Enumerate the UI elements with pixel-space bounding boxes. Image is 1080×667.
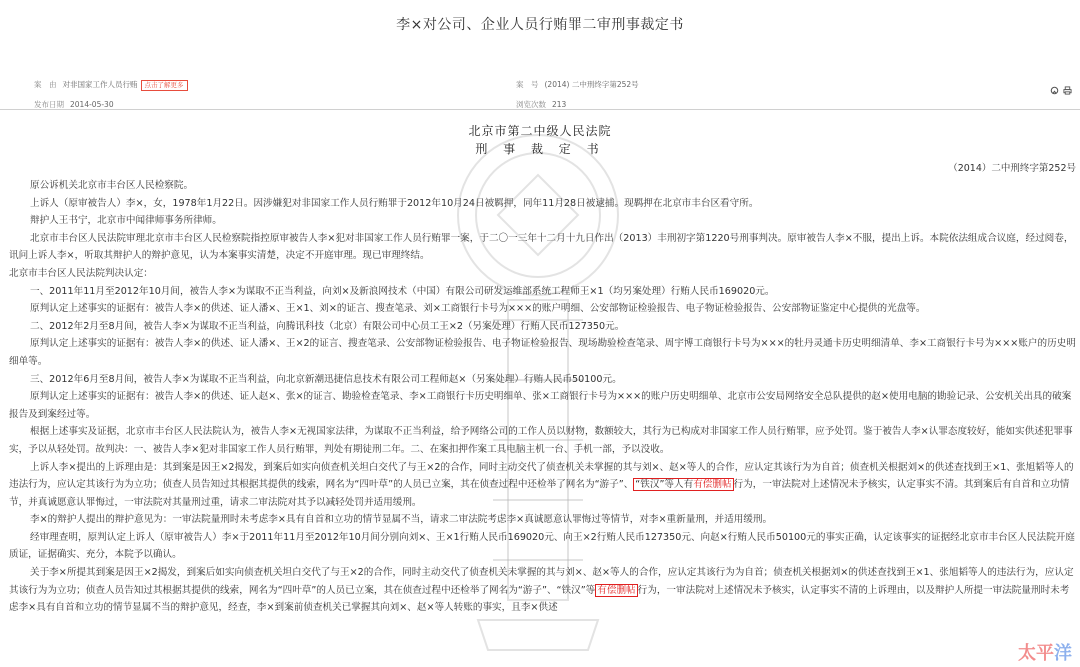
paragraph-text: 关于李×所提其到案是因王×2揭发，到案后如实向侦查机关坦白交代了与王×2的合作，同时主动交代了侦查机关未掌握的其与刘×、赵×等人的合作，应认定其该行为为自首；侦查机关根据刘×的供述查找到王×1、张旭韬等人的违法行为，应认定其该行为为立功；侦查人员告知过其根据其提供的线索，网名为“四叶草”的人员已立案，其在侦查过程中还检举了网名为“游子”、“铁汉”等 — [9, 567, 1074, 596]
paragraph: 上诉人（原审被告人）李×，女，1978年1月22日。因涉嫌犯对非国家工作人员行贿罪于2012年10月24日被羁押，同年11月28日被逮捕。现羁押在北京市丰台区看守所。 — [30, 197, 759, 209]
paragraph: 三、2012年6月至8月间，被告人李×为谋取不正当利益，向北京新潮迅捷信息技术有限公司工程师赵×（另案处理）行贿人民币50100元。 — [30, 373, 622, 385]
appeal-text-cont: 行为，一审法院对上述情况未予核实，认定事实不清。其到案后有自首和立功情节，并真诚愿意认罪悔过，一审法院对其量刑过重，请求二审法院对其予以减轻处罚并适用缓刑。 — [9, 479, 1070, 508]
toolbar — [1050, 86, 1072, 95]
highlight-text: “铁汉”等人有 — [635, 479, 694, 491]
caseno-value: (2014) 二中刑终字第252号 — [544, 80, 639, 89]
highlight-box — [633, 478, 733, 491]
print-icon[interactable] — [1063, 86, 1072, 95]
cause-of-action — [34, 79, 188, 91]
appeal-text: 上诉人李×提出的上诉理由是：其到案是因王×2揭发，到案后如实向侦查机关坦白交代了与王×2的合作，同时主动交代了侦查机关未掌握的其与刘×、赵×等人的合作，应认定其该行为为自首；侦查机关根据刘×的供述查找到王×1、张旭韬等人的违法行为，应认定其该行为为立功；侦查人员告知过其根据其提供的线索，网名为“四叶草”的人员已立案，其在侦查过程中还检举了网名为“游子”、 — [9, 461, 1074, 491]
share-icon[interactable] — [1050, 86, 1059, 95]
paragraph: 北京市丰台区人民法院审理北京市丰台区人民检察院指控原审被告人李×犯对非国家工作人员行贿罪一案，于二〇一三年十二月十九日作出（2013）丰刑初字第1220号刑事判决。原审被告人李×不服，提出上诉。本院依法组成合议庭，经过阅卷，讯问上诉人李×，听取其辩护人的辩护意见，认为本案事实清楚，决定不开庭审理。现已审理终结。 — [9, 232, 1074, 262]
paragraph: 一、2011年11月至2012年10月间，被告人李×为谋取不正当利益，向刘×及新浪网技术（中国）有限公司研发运维部系统工程师王×1（均另案处理）行贿人民币169020元。 — [30, 285, 775, 297]
paragraph: 辩护人王书宁，北京市中闻律师事务所律师。 — [30, 215, 222, 227]
paragraph-text-cont: 行为，一审法院对上述情况未予核实，认定事实不清的上诉理由，以及辩护人所提一审法院量刑时未考虑李×具有自首和立功的情节显属不当的辩护意见，经查，李×到案前侦查机关已掌握其向刘×、赵×等人转账的事实，且李×供述 — [9, 584, 1070, 614]
case-number: （2014）二中刑终字第252号 — [948, 163, 1076, 174]
paragraph: 原判认定上述事实的证据有：被告人李×的供述、证人赵×、张×的证言、勘验检查笔录、李×工商银行卡历史明细单、张×工商银行卡号为×××的账户历史明细单、北京市公安局网络安全总队提供的赵×使用电脑的勘验记录、公安机关出具的破案报告及到案经过等。 — [9, 391, 1072, 420]
paragraph — [9, 564, 1077, 617]
logo-part: 洋 — [1054, 643, 1072, 664]
paragraph: 北京市丰台区人民法院判决认定： — [9, 267, 153, 279]
views-value: 213 — [552, 100, 567, 109]
highlight-red-text: 有偿删帖 — [693, 479, 732, 491]
date-value: 2014-05-30 — [70, 100, 114, 109]
logo-part: 太平 — [1018, 643, 1054, 664]
paragraph: 李×的辩护人提出的辩护意见为：一审法院量刑时未考虑李×具有自首和立功的情节显属不当，请求二审法院考虑李×真诚愿意认罪悔过等情节，对李×重新量刑，并适用缓刑。 — [30, 514, 773, 526]
caseno-label: 案 号 — [516, 80, 539, 89]
cause-label: 案 由 — [34, 80, 57, 89]
paragraph: 二、2012年2月至8月间，被告人李×为谋取不正当利益，向腾讯科技（北京）有限公司中心员工王×2（另案处理）行贿人民币127350元。 — [30, 320, 625, 332]
judgment-body — [9, 177, 1077, 617]
header-divider — [0, 109, 1080, 110]
paragraph: 经审理查明，原判认定上诉人（原审被告人）李×于2011年11月至2012年10月间分别向刘×、王×1行贿人民币169020元、向王×2行贿人民币127350元、向赵×行贿人民币50100元的事实正确，认定该事实的证据经北京市丰台区人民法院开庭质证，证据确实、充分，本院予以确认。 — [9, 531, 1075, 561]
cause-value: 对非国家工作人员行贿 — [62, 80, 138, 89]
document-title: 李×对公司、企业人员行贿罪二审刑事裁定书 — [396, 17, 684, 33]
case-number-meta — [516, 79, 639, 90]
date-label: 发布日期 — [34, 100, 64, 109]
site-logo-watermark — [1018, 639, 1072, 665]
views-label: 浏览次数 — [516, 100, 546, 109]
document-type: 刑 事 裁 定 书 — [475, 142, 605, 156]
paragraph: 原公诉机关北京市丰台区人民检察院。 — [30, 180, 194, 191]
court-name: 北京市第二中级人民法院 — [468, 124, 612, 138]
paragraph: 根据上述事实及证据，北京市丰台区人民法院认为，被告人李×无视国家法律，为谋取不正当利益，给予网络公司的工作人员以财物，数额较大，其行为已构成对非国家工作人员行贿罪，应予处罚。鉴于被告人李×认罪态度较好，能如实供述犯罪事实，予以从轻处罚。故判决：一、被告人李×犯对非国家工作人员行贿罪，判处有期徒刑二年。二、在案扣押作案工具电脑主机一台、手机一部，予以没收。 — [9, 426, 1073, 455]
appeal-grounds-paragraph — [9, 459, 1077, 512]
paragraph: 原判认定上述事实的证据有：被告人李×的供述、证人潘×、王×2的证言、搜查笔录、公安部物证检验报告、电子物证检验报告、现场勘验检查笔录、周宇博工商银行卡号为×××的牡丹灵通卡历史明细清单、李×工商银行卡号为×××账户的历史明细单等。 — [9, 338, 1076, 367]
highlight-box-2: 有偿删帖 — [597, 584, 636, 596]
paragraph: 原判认定上述事实的证据有：被告人李×的供述、证人潘×、王×1、刘×的证言、搜查笔录、刘×工商银行卡号为×××的账户明细、公安部物证检验报告、电子物证检验报告、公安部物证鉴定中心提供的光盘等。 — [30, 303, 926, 315]
learn-more-badge[interactable]: 点击了解更多 — [141, 80, 188, 91]
